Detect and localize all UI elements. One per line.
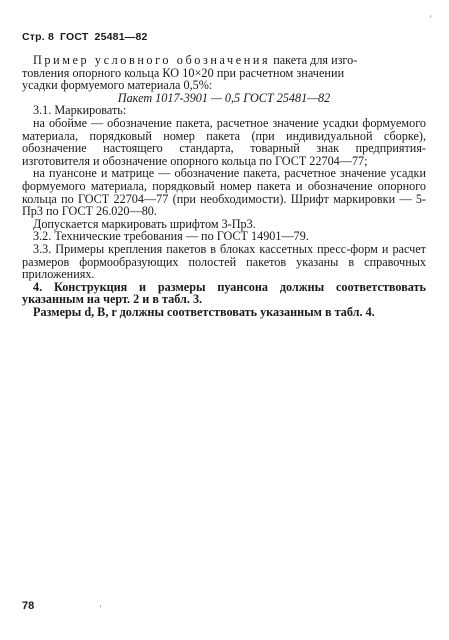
page-number: 78: [22, 600, 35, 612]
section-3-1: 3.1. Маркировать:: [33, 103, 127, 118]
section-3-3: 3.3. Примеры крепления пакетов в блоках кассетных пресс-форм и расчет размеров формообразующих полостей пакетов указаны в справочных приложениях.: [22, 241, 426, 282]
standard-number: 25481—82: [94, 31, 148, 43]
section-3-1-punch: на пуансоне и матрице — обозначение пакета, расчетное значение усадки формуемого материала, порядковый номер пакета и обозначение опорного кольца по ГОСТ 22704—77 (при необходимости). Шрифт маркировки — 5-Пр3 по ГОСТ 26.020—80.: [22, 166, 426, 219]
document-body: [22, 54, 426, 318]
page-label: Стр. 8: [22, 31, 55, 43]
example-paragraph: [22, 54, 426, 67]
example-designation: Пакет 1017-3901 — 0,5 ГОСТ 25481—82: [117, 90, 331, 105]
section-3-1-holder: на обойме — обозначение пакета, расчетное значение усадки формуемого материала, порядковый номер пакета (при индивидуальной сборке), обозначение настоящего стандарта, товарный знак предприятия-изготовителя и обозначение опорного кольца по ГОСТ 22704—77;: [22, 115, 426, 168]
section-3-2: 3.2. Технические требования — по ГОСТ 14901—79.: [33, 229, 309, 244]
standard-name: ГОСТ: [60, 31, 89, 43]
section-4-sizes: Размеры d, B, r должны соответствовать указанным в табл. 4.: [33, 304, 375, 319]
example-line2: товления опорного кольца КО 10×20 при расчетном значении: [22, 65, 345, 80]
example-line1-rest: пакета для изго-: [270, 53, 358, 67]
example-heading: Пример условного обозначения: [33, 53, 271, 67]
example-line3: усадки формуемого материала 0,5%:: [22, 78, 213, 93]
footer-mark: ': [100, 604, 102, 613]
page-header: [22, 31, 154, 43]
margin-mark: ': [430, 14, 432, 24]
section-3-1-allowed: Допускается маркировать шрифтом 3-Пр3.: [33, 216, 256, 231]
section-4: 4. Конструкция и размеры пуансона должны соответствовать указанным на черт. 2 и в табл. 3.: [22, 279, 426, 307]
